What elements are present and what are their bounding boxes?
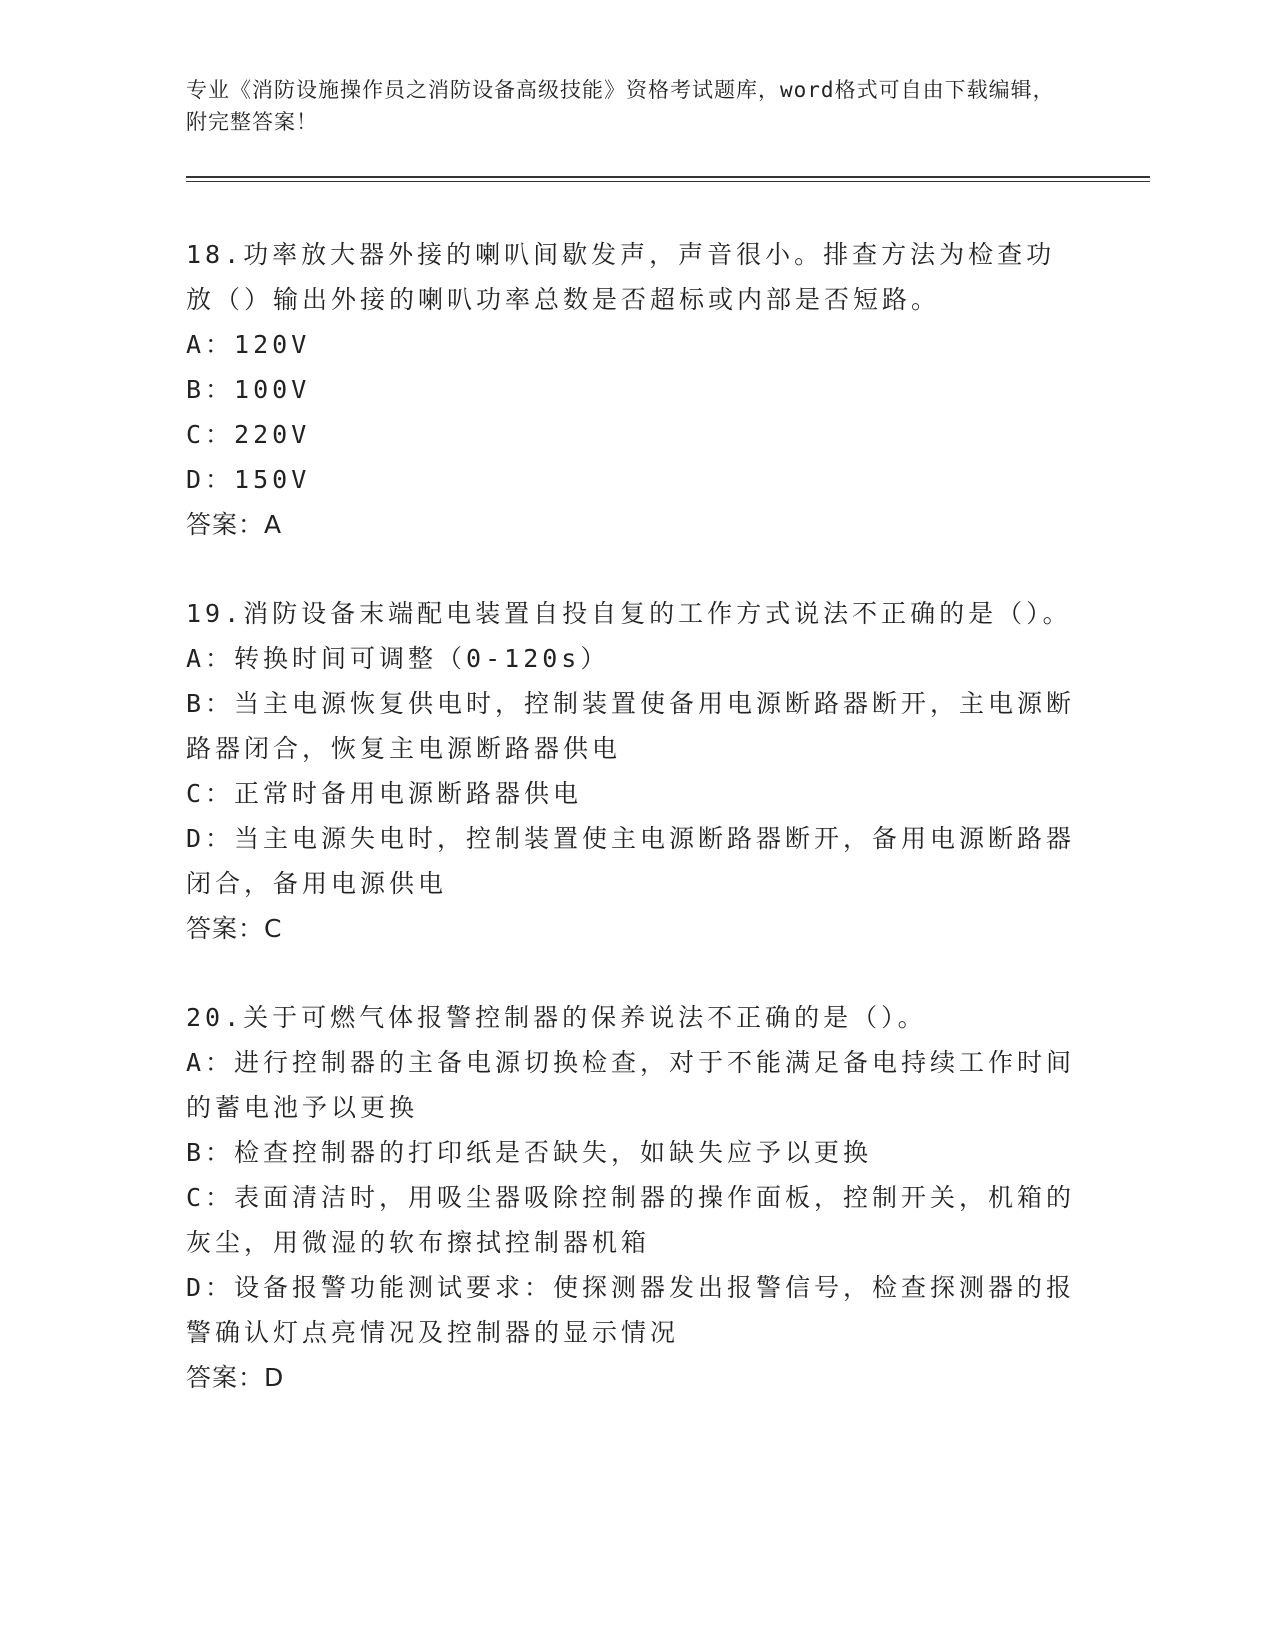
- option-d: D：设备报警功能测试要求：使探测器发出报警信号，检查探测器的报警确认灯点亮情况及控制器的显示情况: [186, 1273, 1076, 1347]
- option-a: A：进行控制器的主备电源切换检查，对于不能满足备电持续工作时间的蓄电池予以更换: [186, 1048, 1076, 1122]
- question-stem: 18.功率放大器外接的喇叭间歇发声，声音很小。排查方法为检查功放（）输出外接的喇叭功率总数是否超标或内部是否短路。: [186, 240, 1056, 314]
- question-20: [186, 995, 1076, 1400]
- option-c: C：表面清洁时，用吸尘器吸除控制器的操作面板，控制开关，机箱的灰尘，用微湿的软布擦拭控制器机箱: [186, 1183, 1076, 1257]
- header-divider-thin: [186, 181, 1150, 182]
- option-b: B：当主电源恢复供电时，控制装置使备用电源断路器断开，主电源断路器闭合，恢复主电源断路器供电: [186, 689, 1076, 763]
- option-c: C：正常时备用电源断路器供电: [186, 779, 583, 808]
- option-b: B：100V: [186, 375, 311, 404]
- question-19: [186, 591, 1076, 951]
- document-header: 专业《消防设施操作员之消防设备高级技能》资格考试题库，word格式可自由下载编辑，附完整答案！: [186, 78, 1055, 134]
- option-c: C：220V: [186, 420, 311, 449]
- question-stem: 19.消防设备末端配电装置自投自复的工作方式说法不正确的是（）。: [186, 599, 1072, 628]
- question-list: [186, 232, 1076, 1444]
- answer: 答案：D: [186, 1363, 285, 1392]
- option-a: A：转换时间可调整（0-120s）: [186, 644, 610, 673]
- answer: 答案：A: [186, 510, 283, 539]
- answer: 答案：C: [186, 914, 283, 943]
- question-18: [186, 232, 1076, 547]
- option-a: A：120V: [186, 330, 311, 359]
- option-d: D：当主电源失电时，控制装置使主电源断路器断开，备用电源断路器闭合，备用电源供电: [186, 824, 1076, 898]
- option-b: B：检查控制器的打印纸是否缺失，如缺失应予以更换: [186, 1138, 873, 1167]
- option-d: D：150V: [186, 465, 311, 494]
- question-stem: 20.关于可燃气体报警控制器的保养说法不正确的是（）。: [186, 1003, 927, 1032]
- header-divider-thick: [186, 176, 1150, 178]
